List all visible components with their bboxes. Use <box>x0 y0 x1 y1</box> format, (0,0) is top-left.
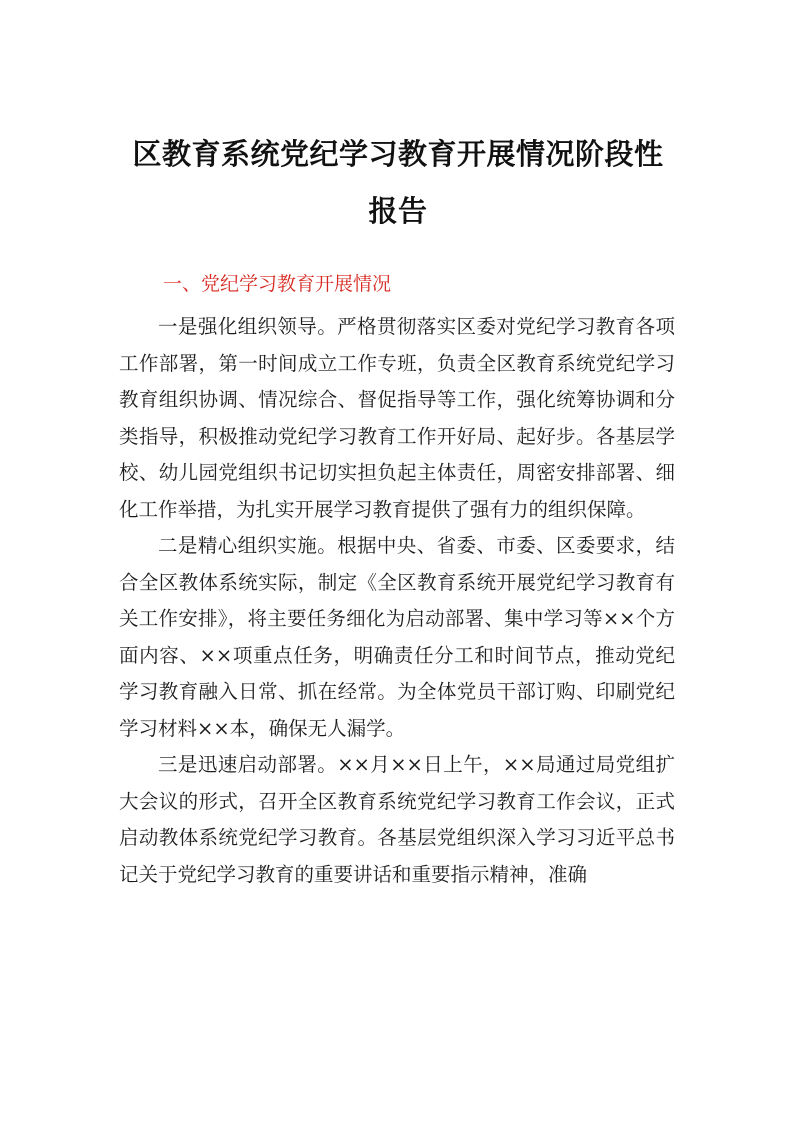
paragraph-3 <box>119 747 675 893</box>
section-heading: 一、党纪学习教育开展情况 <box>163 273 392 295</box>
paragraph-2-text: 精心组织实施。根据中央、省委、市委、区委要求，结合全区教体系统实际，制定《全区教育系统开展党纪学习教育有关工作安排》，将主要任务细化为启动部署、集中学习等××个方面内容、××项重点任务，明确责任分工和时间节点，推动党纪学习教育融入日常、抓在经常。为全体党员干部订购、印刷党纪学习材料××本，确保无人漏学。 <box>119 534 675 740</box>
document-body <box>119 309 675 893</box>
paragraph-1-lead: 一是 <box>158 315 198 338</box>
paragraph-1-text: 强化组织领导。严格贯彻落实区委对党纪学习教育各项工作部署，第一时间成立工作专班，负责全区教育系统党纪学习教育组织协调、情况综合、督促指导等工作，强化统筹协调和分类指导，积极推动党纪学习教育工作开好局、起好步。各基层学校、幼儿园党组织书记切实担负起主体责任，周密安排部署、细化工作举措，为扎实开展学习教育提供了强有力的组织保障。 <box>119 315 675 521</box>
paragraph-1 <box>119 309 675 528</box>
paragraph-2 <box>119 528 675 747</box>
paragraph-3-lead: 三是 <box>158 753 198 776</box>
paragraph-3-text: 迅速启动部署。××月××日上午，××局通过局党组扩大会议的形式，召开全区教育系统党纪学习教育工作会议，正式启动教体系统党纪学习教育。各基层党组织深入学习习近平总书记关于党纪学习教育的重要讲话和重要指示精神，准确 <box>119 753 675 886</box>
document-title: 区教育系统党纪学习教育开展情况阶段性报告 <box>132 137 664 228</box>
paragraph-2-lead: 二是 <box>158 534 198 557</box>
